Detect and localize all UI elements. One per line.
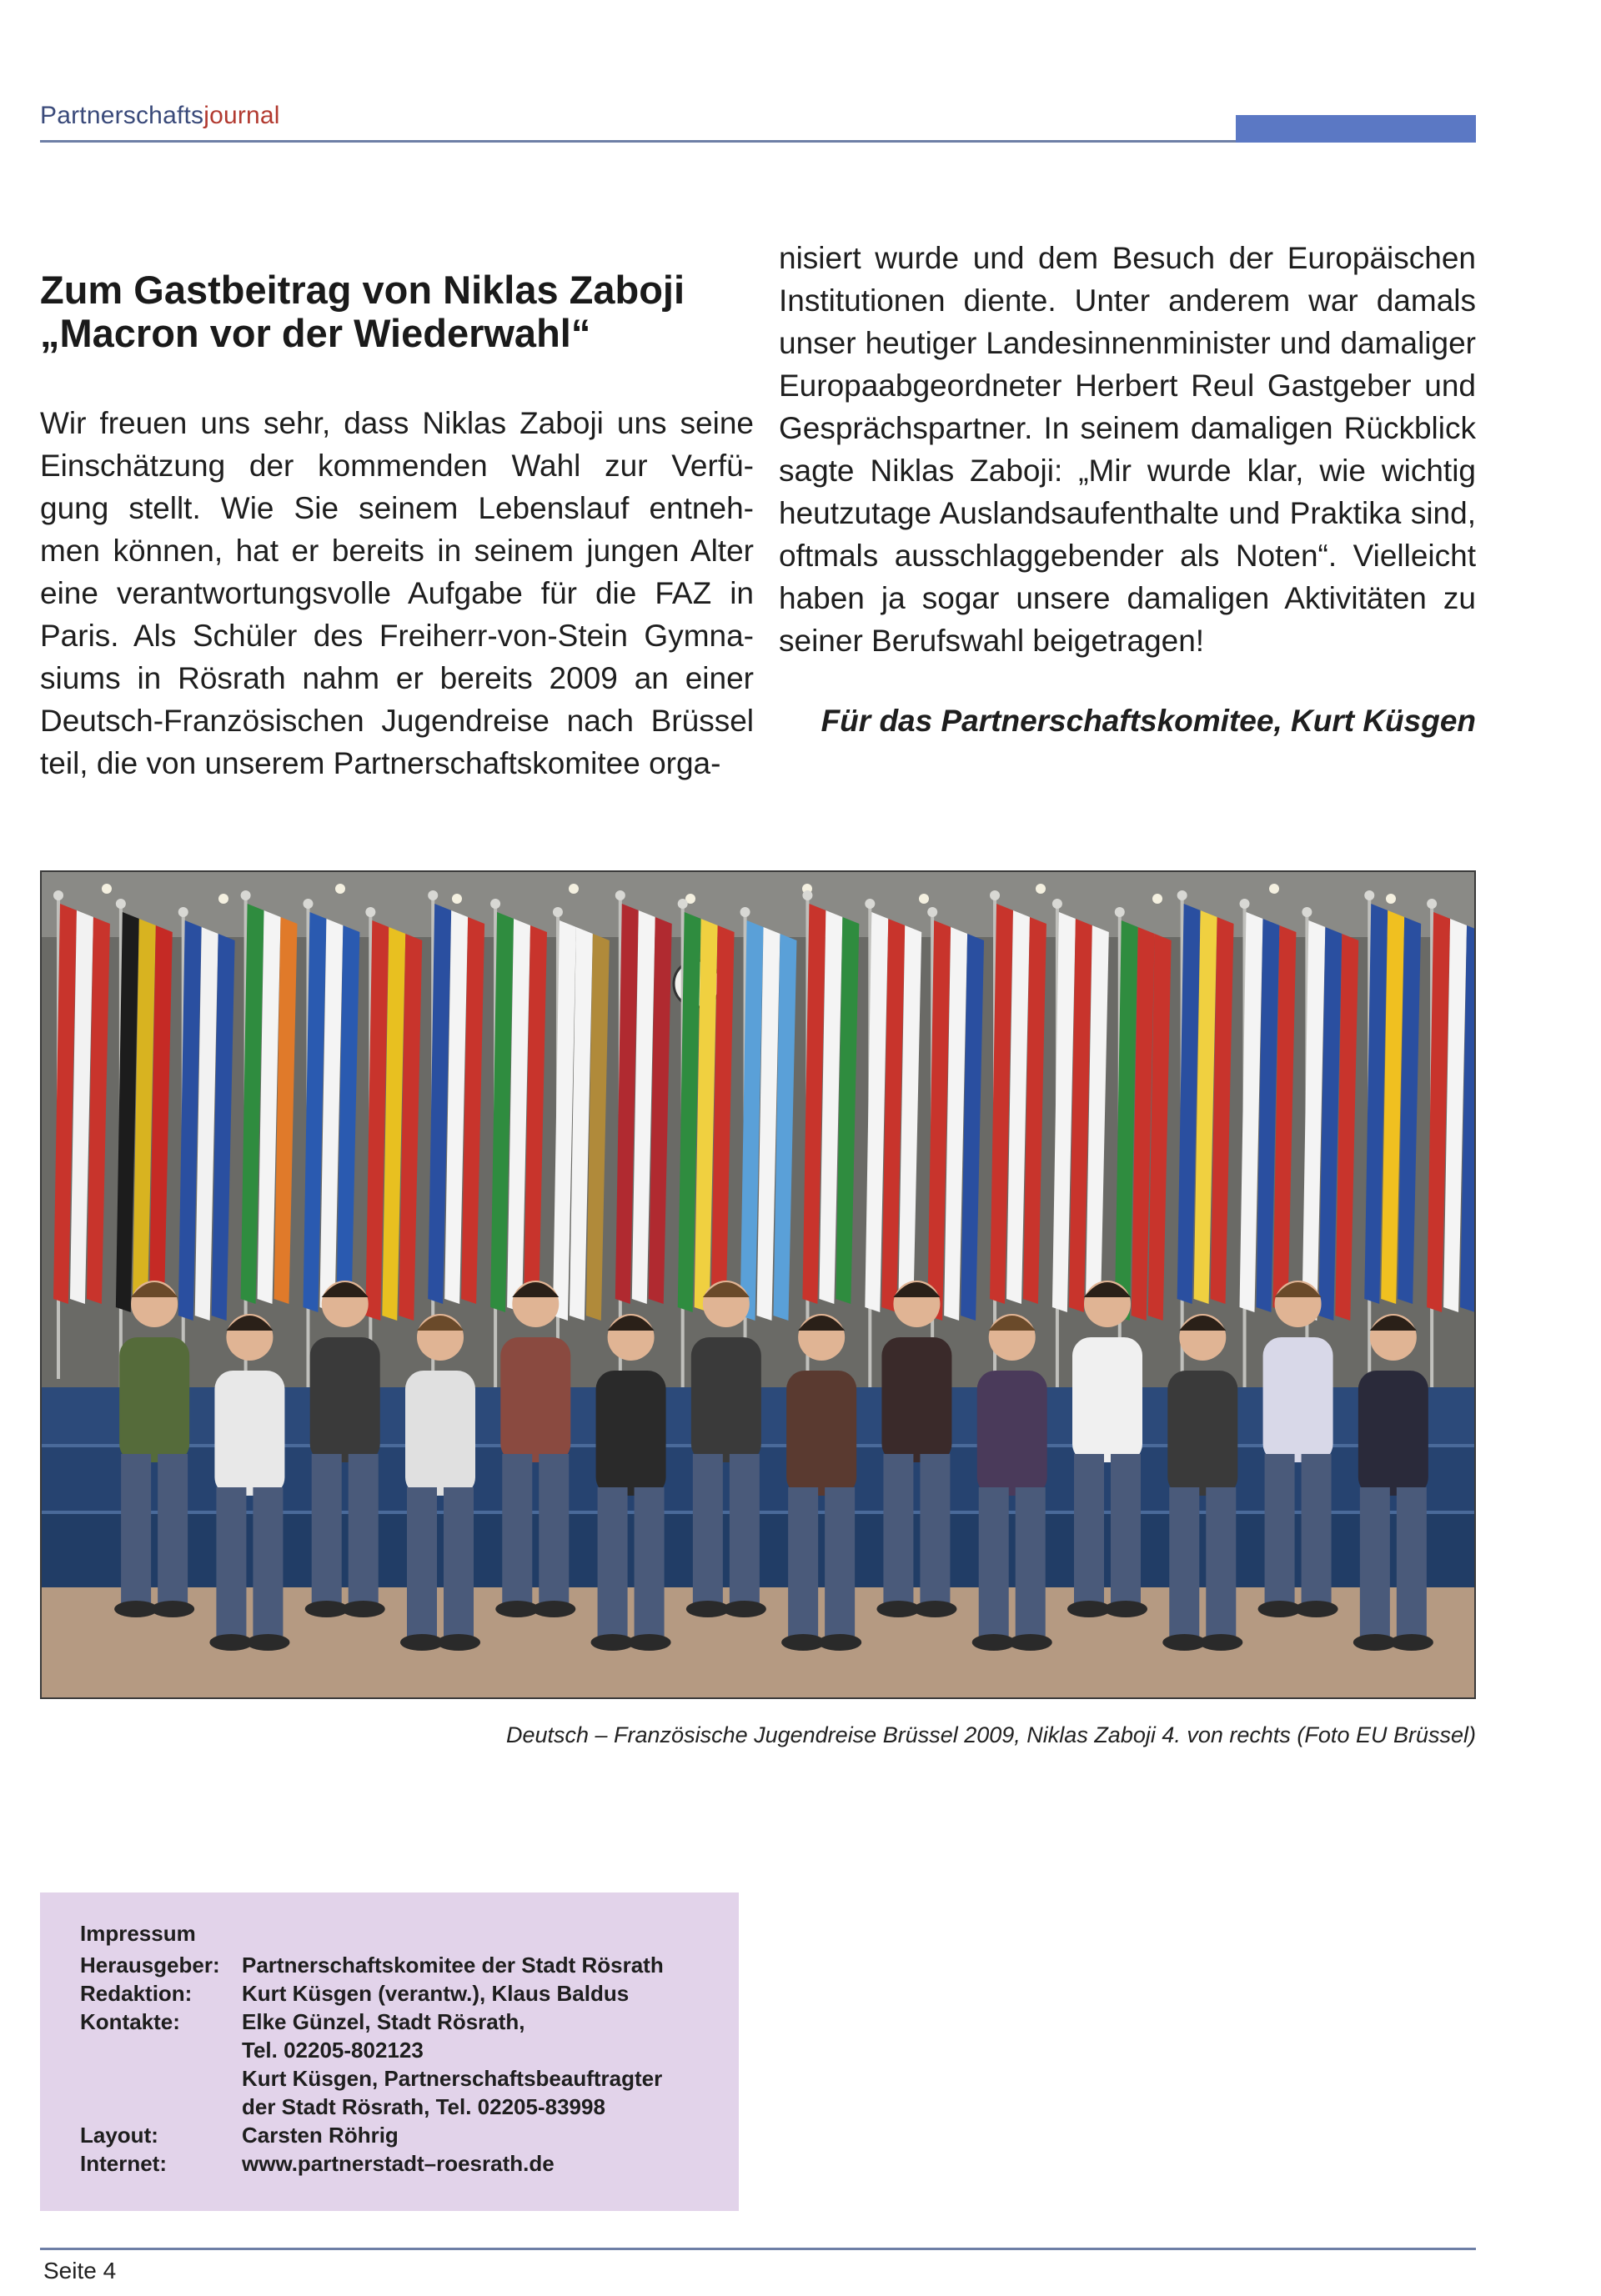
person-shoe <box>1390 1634 1433 1651</box>
body-line: gung stellt. Wie Sie seinem Lebenslauf entneh- <box>40 491 754 525</box>
ceiling-light <box>218 894 228 904</box>
person-leg <box>1302 1454 1332 1604</box>
body-line: men können, hat er bereits in seinem jungen Alter <box>40 534 754 568</box>
person-body <box>786 1371 856 1496</box>
person-shoe <box>532 1601 575 1617</box>
impressum-value: Partnerschaftskomitee der Stadt Rösrath <box>242 1953 664 1978</box>
person-shoe <box>342 1601 385 1617</box>
body-line: seiner Berufswahl beigetragen! <box>779 624 1205 658</box>
body-line: Gesprächspartner. In seinem damaligen Rückblick <box>779 411 1476 445</box>
flag-finial <box>927 907 937 917</box>
person-leg <box>216 1487 246 1637</box>
flag-finial <box>53 890 63 900</box>
impressum-label <box>80 2064 242 2093</box>
flag-finial <box>241 890 251 900</box>
flag-finial <box>1177 890 1187 900</box>
article-title-line2: „Macron vor der Wiederwahl“ <box>40 311 591 355</box>
flag-finial <box>303 899 313 909</box>
flag-finial <box>990 890 1000 900</box>
person-leg <box>979 1487 1009 1637</box>
flag-finial <box>615 890 625 900</box>
ceiling-light <box>1269 884 1279 894</box>
impressum-value: der Stadt Rösrath, Tel. 02205-83998 <box>242 2094 605 2119</box>
person-leg <box>1016 1487 1046 1637</box>
body-line: heutzutage Auslandsaufenthalte und Praktika sind, <box>779 496 1476 530</box>
body-line: unser heutiger Landesinnenminister und damaliger <box>779 326 1476 360</box>
person-shoe <box>1295 1601 1338 1617</box>
body-line: Deutsch-Französischen Jugendreise nach Brüssel <box>40 704 754 738</box>
body-line: Einschätzung der kommenden Wahl zur Verfü- <box>40 449 754 483</box>
flag-finial <box>1115 907 1125 917</box>
person-body <box>1358 1371 1428 1496</box>
body-line: haben ja sogar unsere damaligen Aktivitäten zu <box>779 581 1476 615</box>
journal-title-part2: journal <box>203 102 280 129</box>
impressum-row <box>80 2149 739 2178</box>
person-shoe <box>723 1601 766 1617</box>
person-shoe <box>628 1634 671 1651</box>
article-title-line1: Zum Gastbeitrag von Niklas Zaboji <box>40 268 685 312</box>
impressum-row <box>80 1979 739 2008</box>
article-body-left <box>40 402 754 785</box>
flag-finial <box>365 907 375 917</box>
person-leg <box>444 1487 474 1637</box>
person-leg <box>539 1454 569 1604</box>
body-line: nisiert wurde und dem Besuch der Europäischen <box>779 241 1476 275</box>
person-leg <box>1111 1454 1141 1604</box>
ceiling-light <box>102 884 112 894</box>
impressum-rows <box>80 1951 739 2178</box>
person-body <box>596 1371 666 1496</box>
flag-finial <box>740 907 750 917</box>
body-line: siums in Rösrath nahm er bereits 2009 an einer <box>40 661 754 695</box>
person-leg <box>1074 1454 1104 1604</box>
person-leg <box>121 1454 151 1604</box>
person-body <box>214 1371 284 1496</box>
impressum-row <box>80 2064 739 2093</box>
person-body <box>500 1337 570 1462</box>
person-shoe <box>151 1601 194 1617</box>
person-body <box>1263 1337 1333 1462</box>
body-line: Paris. Als Schüler des Freiherr-von-Stein Gymna- <box>40 619 754 653</box>
article-body-right <box>779 237 1476 662</box>
flag-finial <box>116 899 126 909</box>
flag-finial <box>428 890 438 900</box>
impressum-label <box>80 2036 242 2064</box>
person-body <box>691 1337 761 1462</box>
journal-title-part1: Partnerschafts <box>40 102 204 129</box>
ceiling-light <box>919 894 929 904</box>
header-accent-block <box>1236 115 1476 143</box>
person-shoe <box>818 1634 861 1651</box>
flag-finial <box>1302 907 1312 917</box>
body-line: teil, die von unserem Partnerschaftskomitee orga- <box>40 746 721 780</box>
ceiling-light <box>335 884 345 894</box>
person-leg <box>1169 1487 1199 1637</box>
person-leg <box>312 1454 342 1604</box>
person-body <box>1167 1371 1237 1496</box>
ceiling-light <box>452 894 462 904</box>
person-shoe <box>246 1634 289 1651</box>
article-title <box>40 268 757 355</box>
person-shoe <box>437 1634 480 1651</box>
impressum-row <box>80 1951 739 1979</box>
person-body <box>977 1371 1047 1496</box>
body-line: Europaabgeordneter Herbert Reul Gastgeber und <box>779 368 1476 403</box>
body-line: Institutionen diente. Unter anderem war damals <box>779 283 1476 318</box>
impressum-box <box>40 1892 739 2211</box>
person-body <box>405 1371 475 1496</box>
person-shoe <box>1104 1601 1147 1617</box>
impressum-value: Elke Günzel, Stadt Rösrath, <box>242 2009 525 2034</box>
person-leg <box>825 1487 855 1637</box>
ceiling-light <box>1152 894 1162 904</box>
impressum-value: Kurt Küsgen (verantw.), Klaus Baldus <box>242 1981 630 2006</box>
person-leg <box>920 1454 950 1604</box>
flag-finial <box>1052 899 1062 909</box>
person-leg <box>502 1454 532 1604</box>
person-leg <box>253 1487 283 1637</box>
person-leg <box>635 1487 665 1637</box>
impressum-row <box>80 2036 739 2064</box>
person-leg <box>788 1487 818 1637</box>
group-photo <box>40 870 1476 1699</box>
body-line: eine verantwortungsvolle Aufgabe für die FAZ in <box>40 576 754 610</box>
person-leg <box>407 1487 437 1637</box>
body-line: oftmals ausschlaggebender als Noten“. Vielleicht <box>779 539 1476 573</box>
ceiling-light <box>569 884 579 894</box>
person-leg <box>1397 1487 1427 1637</box>
impressum-label: Internet: <box>80 2151 167 2176</box>
impressum-label: Kontakte: <box>80 2009 180 2034</box>
flag-finial <box>490 899 500 909</box>
impressum-title: Impressum <box>80 1921 196 1946</box>
impressum-label <box>80 2093 242 2121</box>
ceiling-light <box>1386 894 1396 904</box>
person-body <box>310 1337 380 1462</box>
person-leg <box>349 1454 379 1604</box>
person-leg <box>730 1454 760 1604</box>
photo-caption: Deutsch – Französische Jugendreise Brüssel 2009, Niklas Zaboji 4. von rechts (Foto EU Brüssel) <box>505 1722 1476 1747</box>
person-leg <box>158 1454 188 1604</box>
impressum-row <box>80 2093 739 2121</box>
flag-finial <box>1240 899 1250 909</box>
person-leg <box>693 1454 723 1604</box>
body-line: Wir freuen uns sehr, dass Niklas Zaboji uns seine <box>40 406 754 440</box>
person-leg <box>1360 1487 1390 1637</box>
flag-finial <box>1364 890 1374 900</box>
impressum-row <box>80 2121 739 2149</box>
impressum-value: www.partnerstadt–roesrath.de <box>242 2151 555 2176</box>
body-line: sagte Niklas Zaboji: „Mir wurde klar, wie wichtig <box>779 454 1476 488</box>
person-leg <box>1206 1487 1236 1637</box>
flag-finial <box>865 899 875 909</box>
impressum-label: Layout: <box>80 2123 158 2148</box>
flag-finial <box>1427 899 1437 909</box>
person-body <box>881 1337 951 1462</box>
journal-title <box>40 102 280 130</box>
flag-finial <box>178 907 188 917</box>
impressum-label: Redaktion: <box>80 1981 193 2006</box>
footer-rule <box>40 2248 1476 2250</box>
impressum-value: Carsten Röhrig <box>242 2123 399 2148</box>
group-photo-illustration <box>40 870 1476 1699</box>
impressum-value: Tel. 02205-802123 <box>242 2038 424 2063</box>
impressum-row <box>80 2008 739 2036</box>
page-number: Seite 4 <box>43 2258 117 2283</box>
impressum-label: Herausgeber: <box>80 1953 220 1978</box>
impressum-value: Kurt Küsgen, Partnerschaftsbeauftragter <box>242 2066 663 2091</box>
person-leg <box>1265 1454 1295 1604</box>
ceiling-light <box>1036 884 1046 894</box>
person-leg <box>883 1454 913 1604</box>
person-body <box>119 1337 189 1462</box>
person-shoe <box>913 1601 956 1617</box>
person-shoe <box>1199 1634 1242 1651</box>
person-body <box>1072 1337 1142 1462</box>
flag-finial <box>553 907 563 917</box>
flag-finial <box>802 890 812 900</box>
person-leg <box>598 1487 628 1637</box>
flag-finial <box>678 899 688 909</box>
person-shoe <box>1009 1634 1052 1651</box>
article-signature: Für das Partnerschaftskomitee, Kurt Küsgen <box>821 704 1476 738</box>
